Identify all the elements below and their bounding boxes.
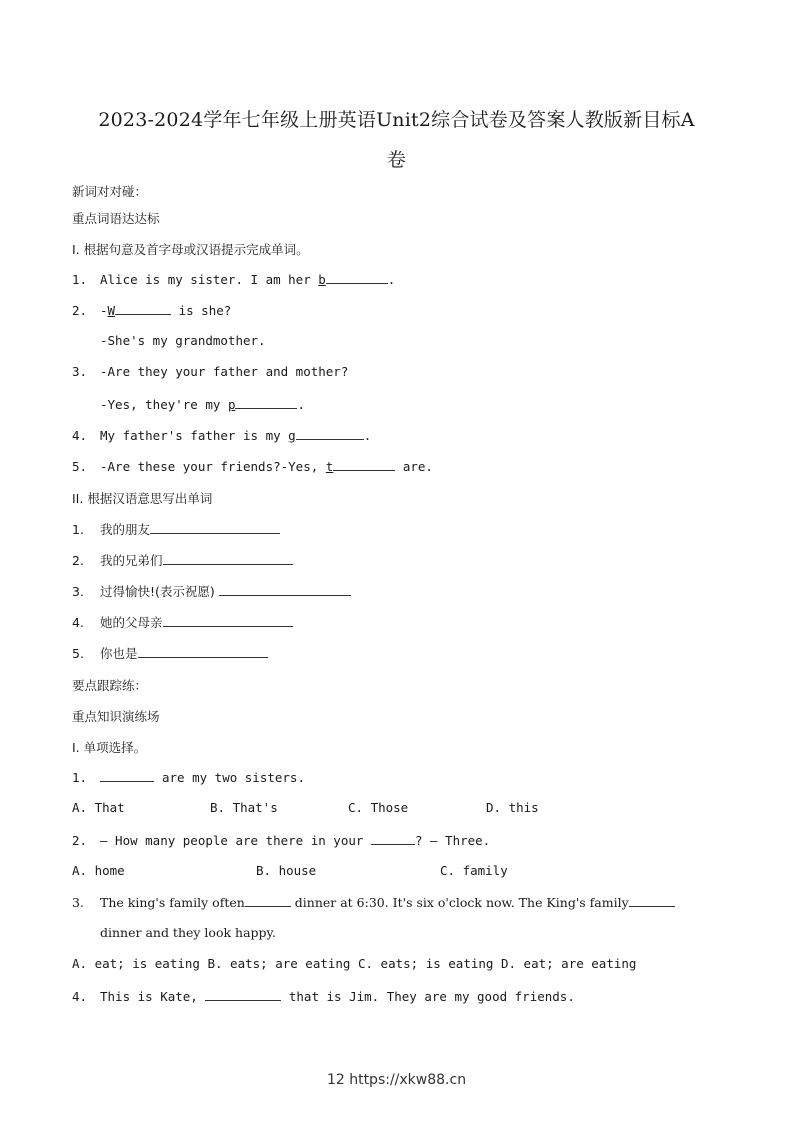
answer-blank[interactable]	[150, 521, 280, 534]
page-footer: 12 https://xkw88.cn	[326, 1072, 467, 1088]
part2-heading: II. 根据汉语意思写出单词	[72, 491, 213, 506]
part1-question-1: 1. Alice is my sister. I am her b .	[72, 272, 396, 287]
answer-blank[interactable]	[205, 988, 281, 1001]
part2-item-2: 2. 我的兄弟们	[72, 551, 293, 569]
part3-question-3: 3. The king's family often dinner at 6:30. It's six o'clock now. The King's family	[72, 894, 675, 910]
option-d[interactable]: D. this	[486, 800, 539, 815]
answer-blank[interactable]	[296, 427, 364, 440]
part2-item-3: 3. 过得愉快!(表示祝愿)	[72, 582, 351, 600]
part1-question-5: 5. -Are these your friends?-Yes, t are.	[72, 459, 433, 474]
title-line-2: 卷	[386, 149, 407, 171]
part1-question-2-answer: -She's my grandmother.	[100, 333, 266, 348]
answer-blank[interactable]	[245, 894, 291, 907]
part1-question-3: 3. -Are they your father and mother?	[72, 364, 349, 379]
answer-blank[interactable]	[163, 552, 293, 565]
section-new-words: 新词对对碰：	[72, 184, 148, 199]
answer-blank[interactable]	[326, 271, 388, 284]
part2-item-1: 1. 我的朋友	[72, 520, 280, 538]
part3-question-1-options	[72, 800, 539, 815]
option-b[interactable]: B. house	[256, 863, 317, 878]
part3-question-1: 1. are my two sisters.	[72, 770, 305, 785]
answer-blank[interactable]	[371, 832, 415, 845]
part3-question-4: 4. This is Kate, that is Jim. They are my good friends.	[72, 989, 575, 1004]
title-line-1: 2023-2024学年七年级上册英语Unit2综合试卷及答案人教版新目标A	[98, 109, 695, 131]
answer-blank[interactable]	[333, 458, 395, 471]
answer-blank[interactable]	[163, 614, 293, 627]
section-key-words: 重点词语达达标	[72, 211, 160, 226]
page-title	[60, 100, 733, 180]
part2-item-4: 4. 她的父母亲	[72, 613, 293, 631]
answer-blank[interactable]	[629, 894, 675, 907]
part1-heading: I. 根据句意及首字母或汉语提示完成单词。	[72, 242, 309, 257]
answer-blank[interactable]	[235, 396, 297, 409]
part1-question-3-answer: -Yes, they're my p .	[100, 397, 305, 412]
option-a[interactable]: A. home	[72, 863, 125, 878]
answer-blank[interactable]	[138, 645, 268, 658]
option-b[interactable]: B. That's	[210, 800, 278, 815]
option-a[interactable]: A. That	[72, 800, 125, 815]
hint-letter: p	[227, 397, 236, 412]
part1-question-4: 4. My father's father is my g .	[72, 428, 372, 443]
answer-blank[interactable]	[100, 769, 154, 782]
hint-letter: t	[325, 459, 334, 474]
hint-letter: g	[288, 428, 296, 443]
section-follow: 要点跟踪练：	[72, 678, 148, 693]
part3-question-3-options[interactable]: A. eat; is eating B. eats; are eating C. eats; is eating D. eat; are eating	[72, 956, 637, 971]
option-c[interactable]: C. family	[440, 863, 508, 878]
part3-question-3-line2: dinner and they look happy.	[100, 925, 276, 940]
section-knowledge: 重点知识演练场	[72, 709, 160, 724]
hint-letter: W	[107, 303, 116, 318]
part1-question-2: 2. -W is she?	[72, 303, 232, 318]
part3-question-2-options	[72, 863, 508, 878]
answer-blank[interactable]	[219, 583, 351, 596]
answer-blank[interactable]	[115, 302, 171, 315]
part3-question-2: 2. — How many people are there in your ? — Three.	[72, 833, 491, 848]
option-c[interactable]: C. Those	[348, 800, 409, 815]
part2-item-5: 5. 你也是	[72, 644, 268, 662]
hint-letter: b	[318, 272, 326, 287]
part3-heading: I. 单项选择。	[72, 740, 147, 755]
